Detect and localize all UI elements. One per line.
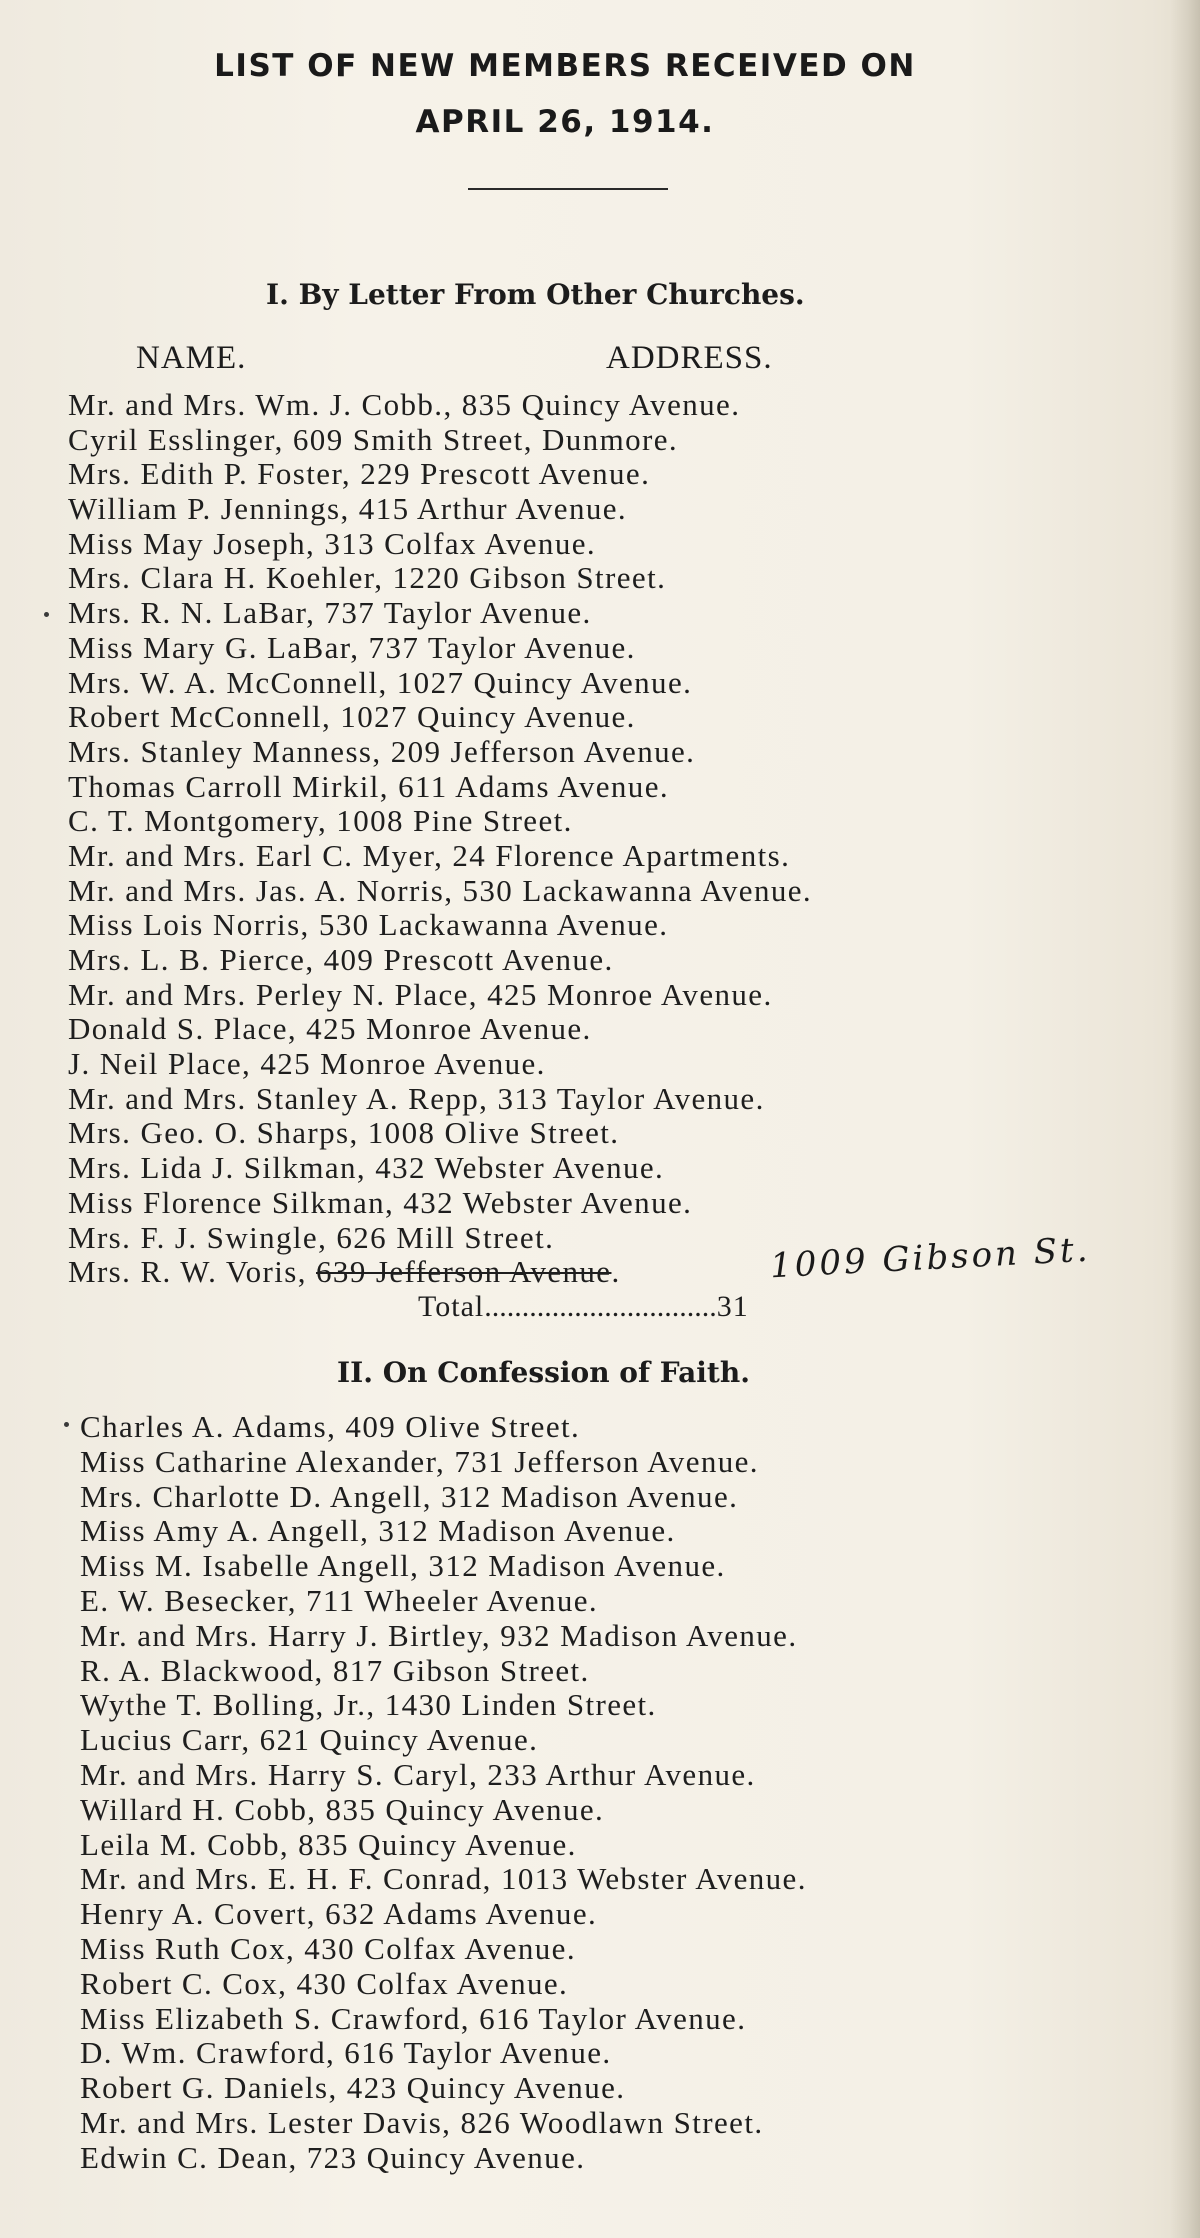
column-header-address: ADDRESS. — [606, 340, 773, 376]
section-1-heading: I. By Letter From Other Churches. — [266, 278, 805, 311]
member-entry: Mrs. F. J. Swingle, 626 Mill Street. — [68, 1219, 555, 1255]
member-entry: Wythe T. Bolling, Jr., 1430 Linden Street. — [80, 1687, 657, 1723]
handwritten-address-correction: 1009 Gibson St. — [769, 1229, 1092, 1287]
member-entry: William P. Jennings, 415 Arthur Avenue. — [68, 491, 628, 527]
paper-edge — [1170, 0, 1200, 2238]
member-entry: Mrs. Edith P. Foster, 229 Prescott Avenue. — [68, 456, 651, 492]
struck-address: 639 Jefferson Avenue — [316, 1254, 612, 1290]
member-entry: Mr. and Mrs. Lester Davis, 826 Woodlawn Street. — [80, 2104, 764, 2140]
member-entry: Charles A. Adams, 409 Olive Street. — [80, 1409, 581, 1444]
member-entry-amended — [68, 1255, 812, 1290]
member-entry: Mrs. Charlotte D. Angell, 312 Madison Avenue. — [80, 1478, 739, 1514]
member-entry: Miss Lois Norris, 530 Lackawanna Avenue. — [68, 907, 669, 943]
section-2-heading: II. On Confession of Faith. — [337, 1356, 750, 1389]
member-entry: Mr. and Mrs. E. H. F. Conrad, 1013 Webster Avenue. — [80, 1861, 807, 1897]
member-entry: Henry A. Covert, 632 Adams Avenue. — [80, 1896, 598, 1932]
member-entry: Miss Florence Silkman, 432 Webster Avenue. — [68, 1184, 693, 1220]
member-entry: Mr. and Mrs. Stanley A. Repp, 313 Taylor Avenue. — [68, 1080, 765, 1116]
member-entry: Miss Mary G. LaBar, 737 Taylor Avenue. — [68, 629, 636, 665]
member-entry: Mrs. Clara H. Koehler, 1220 Gibson Street. — [68, 560, 667, 596]
member-entry: Miss Catharine Alexander, 731 Jefferson Avenue. — [80, 1443, 759, 1479]
page-title-line-2: APRIL 26, 1914. — [415, 104, 715, 140]
member-entry: E. W. Besecker, 711 Wheeler Avenue. — [80, 1582, 599, 1618]
section-2-member-list — [80, 1410, 807, 2176]
member-entry: Lucius Carr, 621 Quincy Avenue. — [80, 1722, 539, 1758]
member-entry: R. A. Blackwood, 817 Gibson Street. — [80, 1652, 590, 1688]
member-entry: Mrs. Stanley Manness, 209 Jefferson Avenue. — [68, 733, 696, 769]
member-entry: Leila M. Cobb, 835 Quincy Avenue. — [80, 1826, 577, 1862]
member-entry: Willard H. Cobb, 835 Quincy Avenue. — [80, 1791, 605, 1827]
member-entry: Mr. and Mrs. Jas. A. Norris, 530 Lackawanna Avenue. — [68, 872, 813, 908]
member-entry: Mrs. L. B. Pierce, 409 Prescott Avenue. — [68, 942, 614, 977]
member-entry: Mrs. Lida J. Silkman, 432 Webster Avenue. — [68, 1150, 665, 1186]
member-entry: Thomas Carroll Mirkil, 611 Adams Avenue. — [68, 768, 670, 804]
member-entry: Robert C. Cox, 430 Colfax Avenue. — [80, 1965, 569, 2001]
member-entry: Miss May Joseph, 313 Colfax Avenue. — [68, 525, 597, 561]
page-title-line-1: LIST OF NEW MEMBERS RECEIVED ON — [214, 48, 916, 84]
member-entry: J. Neil Place, 425 Monroe Avenue. — [68, 1046, 546, 1082]
member-entry: Mrs. Geo. O. Sharps, 1008 Olive Street. — [68, 1115, 620, 1151]
total-leader-dots: ............................... — [484, 1290, 717, 1323]
member-entry: Mr. and Mrs. Wm. J. Cobb., 835 Quincy Avenue. — [68, 387, 741, 422]
member-name: Mrs. R. W. Voris, — [68, 1254, 317, 1290]
member-entry: Cyril Esslinger, 609 Smith Street, Dunmore. — [68, 421, 679, 457]
entry-period: . — [611, 1254, 621, 1290]
member-entry: Mr. and Mrs. Harry J. Birtley, 932 Madison Avenue. — [80, 1617, 798, 1653]
member-entry: C. T. Montgomery, 1008 Pine Street. — [68, 803, 573, 839]
member-entry: Miss Amy A. Angell, 312 Madison Avenue. — [80, 1513, 676, 1549]
ink-speck — [44, 612, 49, 617]
member-entry: Robert G. Daniels, 423 Quincy Avenue. — [80, 2070, 626, 2106]
section-1-total — [418, 1290, 749, 1324]
member-entry: Mr. and Mrs. Perley N. Place, 425 Monroe Avenue. — [68, 976, 773, 1012]
member-entry: Edwin C. Dean, 723 Quincy Avenue. — [80, 2139, 586, 2175]
member-entry: Mr. and Mrs. Harry S. Caryl, 233 Arthur Avenue. — [80, 1756, 756, 1792]
section-1-member-list — [68, 388, 812, 1290]
member-entry: Miss M. Isabelle Angell, 312 Madison Avenue. — [80, 1548, 726, 1584]
column-header-name: NAME. — [136, 340, 247, 376]
member-entry: Mr. and Mrs. Earl C. Myer, 24 Florence Apartments. — [68, 837, 791, 873]
title-divider — [468, 188, 668, 190]
ink-speck — [64, 1422, 69, 1427]
total-value: 31 — [716, 1290, 749, 1323]
total-label: Total — [418, 1290, 485, 1323]
member-entry: Miss Ruth Cox, 430 Colfax Avenue. — [80, 1930, 576, 1966]
member-entry: Donald S. Place, 425 Monroe Avenue. — [68, 1011, 592, 1047]
member-entry: D. Wm. Crawford, 616 Taylor Avenue. — [80, 2035, 612, 2071]
member-entry: Mrs. W. A. McConnell, 1027 Quincy Avenue. — [68, 664, 693, 700]
member-entry: Miss Elizabeth S. Crawford, 616 Taylor Avenue. — [80, 2000, 747, 2036]
member-entry: Robert McConnell, 1027 Quincy Avenue. — [68, 699, 636, 735]
member-entry: Mrs. R. N. LaBar, 737 Taylor Avenue. — [68, 595, 592, 631]
